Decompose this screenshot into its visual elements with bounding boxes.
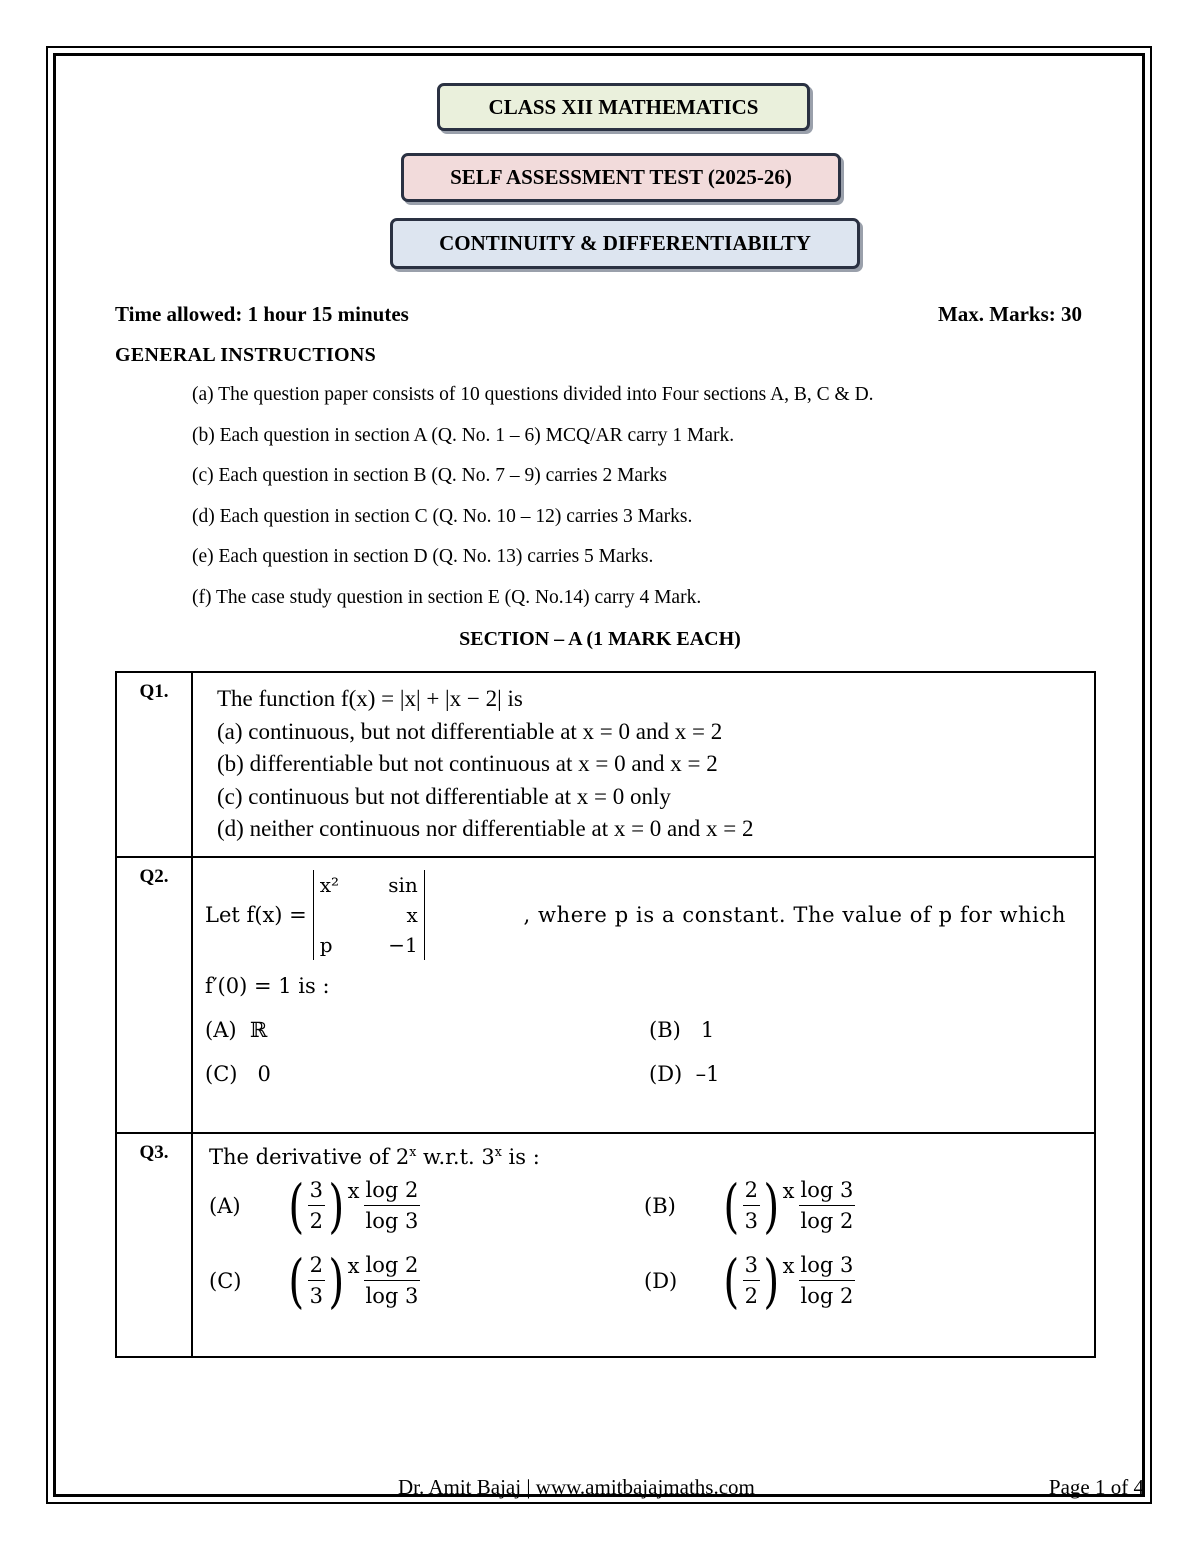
option-a	[205, 1018, 649, 1042]
question-number: Q2.	[116, 857, 192, 1133]
option-b: (b) differentiable but not continuous at x = 0 and x = 2	[217, 751, 718, 776]
instruction-item: (a) The question paper consists of 10 questions divided into Four sections A, B, C & D.	[192, 384, 874, 405]
option-a: (a) continuous, but not differentiable at x = 0 and x = 2	[217, 718, 723, 744]
question-number: Q1.	[116, 672, 192, 857]
option-d: (d) neither continuous nor differentiable at x = 0 and x = 2	[217, 816, 754, 841]
option-label: (A)	[205, 1018, 237, 1042]
max-marks: Max. Marks: 30	[937, 302, 1082, 326]
option-value: 0	[257, 1062, 271, 1086]
question-row-3	[116, 1133, 1095, 1357]
footer-page-number: Page 1 of 4	[1048, 1475, 1144, 1499]
option-value: ℝ	[249, 1018, 268, 1042]
question-stem: Let f(x) =	[205, 903, 307, 927]
instruction-item: (c) Each question in section B (Q. No. 7 – 9) carries 2 Marks	[192, 465, 667, 486]
question-number: Q3.	[116, 1133, 192, 1357]
title-class: CLASS XII MATHEMATICS	[437, 83, 810, 131]
question-row-1	[116, 672, 1095, 857]
option-c	[205, 1062, 649, 1086]
option-c: (C) ( $\frac{2}{3}$ ) x $\frac{\log 2}{\log 3}$	[209, 1246, 419, 1315]
option-label: (C)	[205, 1062, 238, 1086]
question-stem-cont: , where p is a constant. The value of p for which	[523, 903, 1066, 927]
option-d	[649, 1062, 719, 1086]
section-a-heading: SECTION – A (1 MARK EACH)	[459, 628, 741, 650]
option-b: (B) ( $\frac{2}{3}$ ) x $\frac{\log 3}{\log 2}$	[644, 1171, 854, 1240]
option-a: (A) ( $\frac{3}{2}$ ) x $\frac{\log 2}{\log 3}$	[209, 1171, 419, 1240]
question-stem-line2: f′(0) = 1 is :	[205, 974, 330, 998]
question-1	[192, 672, 1095, 857]
determinant	[313, 870, 425, 960]
det-entry: p	[319, 933, 333, 957]
instruction-item: (f) The case study question in section E (Q. No.14) carry 4 Mark.	[192, 587, 702, 608]
option-c: (c) continuous but not differentiable at x = 0 only	[217, 783, 671, 809]
question-stem: The derivative of 2$^x$ w.r.t. 3$^x$ is :	[209, 1144, 540, 1169]
questions-table	[115, 671, 1096, 1358]
option-d: (D) ( $\frac{3}{2}$ ) x $\frac{\log 3}{\log 2}$	[644, 1246, 854, 1315]
option-label: (B)	[649, 1018, 681, 1042]
question-row-2	[116, 857, 1095, 1133]
option-b	[649, 1018, 714, 1042]
question-3	[192, 1133, 1095, 1357]
det-entry: x²	[319, 873, 340, 897]
det-entry: −1	[388, 933, 418, 957]
question-2	[192, 857, 1095, 1133]
question-stem: The function f(x) = |x| + |x − 2| is	[217, 686, 523, 711]
option-label: (D)	[649, 1062, 683, 1086]
option-value: 1	[700, 1018, 715, 1042]
instruction-item: (d) Each question in section C (Q. No. 10 – 12) carries 3 Marks.	[192, 506, 693, 527]
det-entry: sin x	[388, 873, 418, 927]
footer-author: Dr. Amit Bajaj | www.amitbajajmaths.com	[398, 1475, 755, 1499]
time-allowed: Time allowed: 1 hour 15 minutes	[115, 302, 409, 326]
title-test: SELF ASSESSMENT TEST (2025-26)	[401, 153, 841, 202]
instruction-item: (e) Each question in section D (Q. No. 13) carries 5 Marks.	[192, 546, 654, 567]
title-topic: CONTINUITY & DIFFERENTIABILTY	[390, 218, 860, 269]
option-value: –1	[695, 1062, 720, 1086]
instruction-item: (b) Each question in section A (Q. No. 1 – 6) MCQ/AR carry 1 Mark.	[192, 425, 735, 446]
instructions-heading: GENERAL INSTRUCTIONS	[115, 344, 377, 366]
